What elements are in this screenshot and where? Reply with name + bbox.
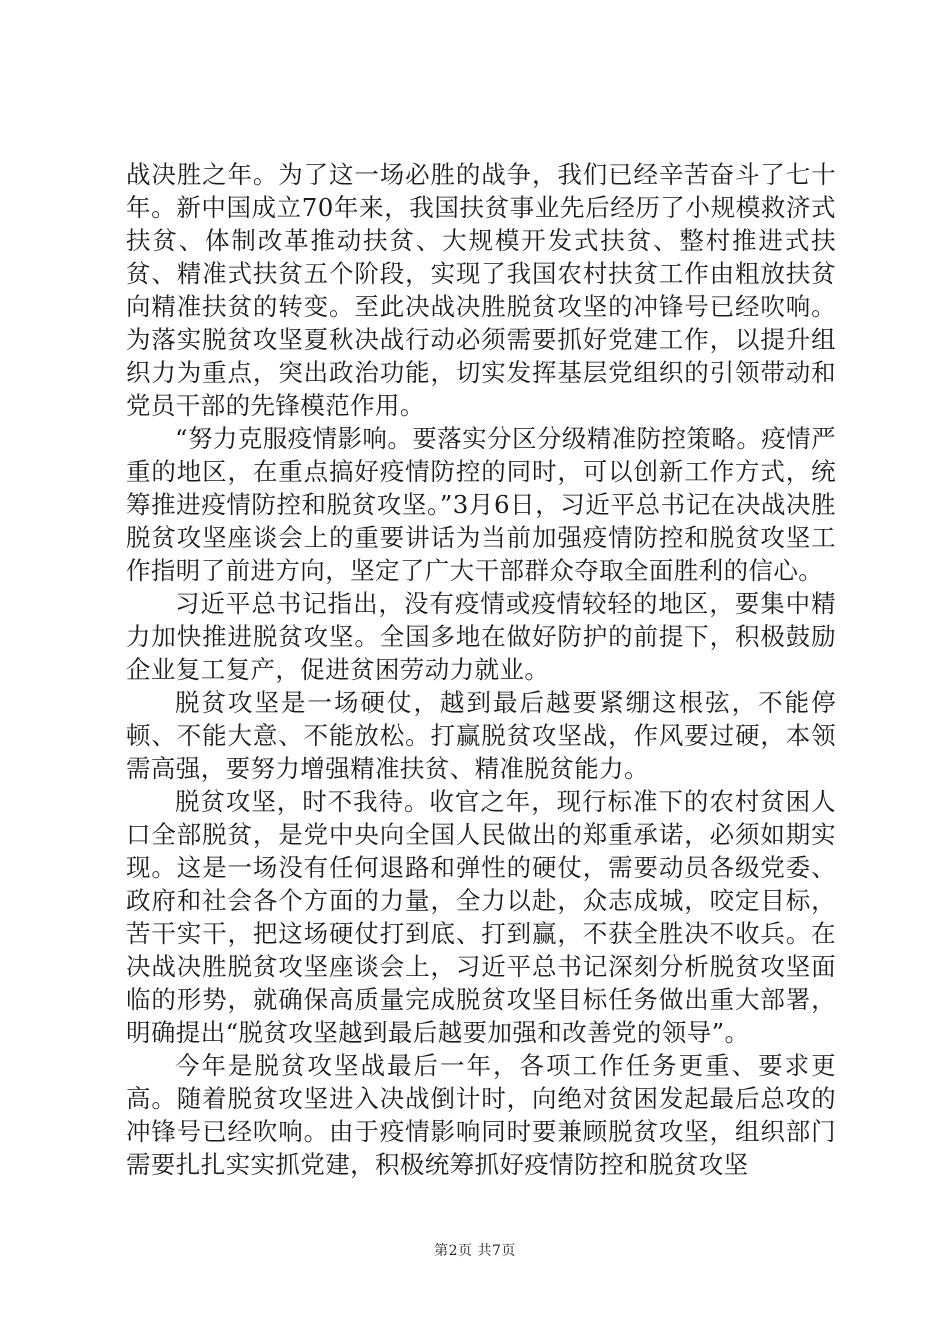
paragraph-2: “努力克服疫情影响。要落实分区分级精准防控策略。疫情严重的地区，在重点搞好疫情防控的同时，可以创新工作方式，统筹推进疫情防控和脱贫攻坚。”3月6日，习近平总书记在决战决胜脱贫攻坚座谈会上的重要讲话为当前加强疫情防控和脱贫攻坚工作指明了前进方向，坚定了广大干部群众夺取全面胜利的信心。 [126,424,836,585]
paragraph-3: 习近平总书记指出，没有疫情或疫情较轻的地区，要集中精力加快推进脱贫攻坚。全国多地在做好防护的前提下，积极鼓励企业复工复产，促进贫困劳动力就业。 [126,589,836,684]
paragraph-5: 脱贫攻坚，时不我待。收官之年，现行标准下的农村贫困人口全部脱贫，是党中央向全国人民做出的郑重承诺，必须如期实现。这是一场没有任何退路和弹性的硬仗，需要动员各级党委、政府和社会各个方面的力量，全力以赴，众志成城，咬定目标，苦干实干，把这场硬仗打到底、打到赢，不获全胜决不收兵。在决战决胜脱贫攻坚座谈会上，习近平总书记深刻分析脱贫攻坚面临的形势，就确保高质量完成脱贫攻坚目标任务做出重大部署，明确提出“脱贫攻坚越到最后越要加强和改善党的领导”。 [126,787,836,1047]
document-body [126,158,836,1181]
paragraph-4: 脱贫攻坚是一场硬仗，越到最后越要紧绷这根弦，不能停顿、不能大意、不能放松。打赢脱贫攻坚战，作风要过硬，本领需高强，要努力增强精准扶贫、精准脱贫能力。 [126,688,836,783]
paragraph-1: 战决胜之年。为了这一场必胜的战争，我们已经辛苦奋斗了七十年。新中国成立70年来，我国扶贫事业先后经历了小规模救济式扶贫、体制改革推动扶贫、大规模开发式扶贫、整村推进式扶贫、精准式扶贫五个阶段，实现了我国农村扶贫工作由粗放扶贫向精准扶贫的转变。至此决战决胜脱贫攻坚的冲锋号已经吹响。为落实脱贫攻坚夏秋决战行动必须需要抓好党建工作，以提升组织力为重点，突出政治功能，切实发挥基层党组织的引领带动和党员干部的先锋模范作用。 [126,160,836,420]
page-number-footer: 第2页 共7页 [434,1243,516,1259]
paragraph-6: 今年是脱贫攻坚战最后一年，各项工作任务更重、要求更高。随着脱贫攻坚进入决战倒计时，向绝对贫困发起最后总攻的冲锋号已经吹响。由于疫情影响同时要兼顾脱贫攻坚，组织部门需要扎扎实实抓党建，积极统筹抓好疫情防控和脱贫攻坚 [126,1051,836,1179]
